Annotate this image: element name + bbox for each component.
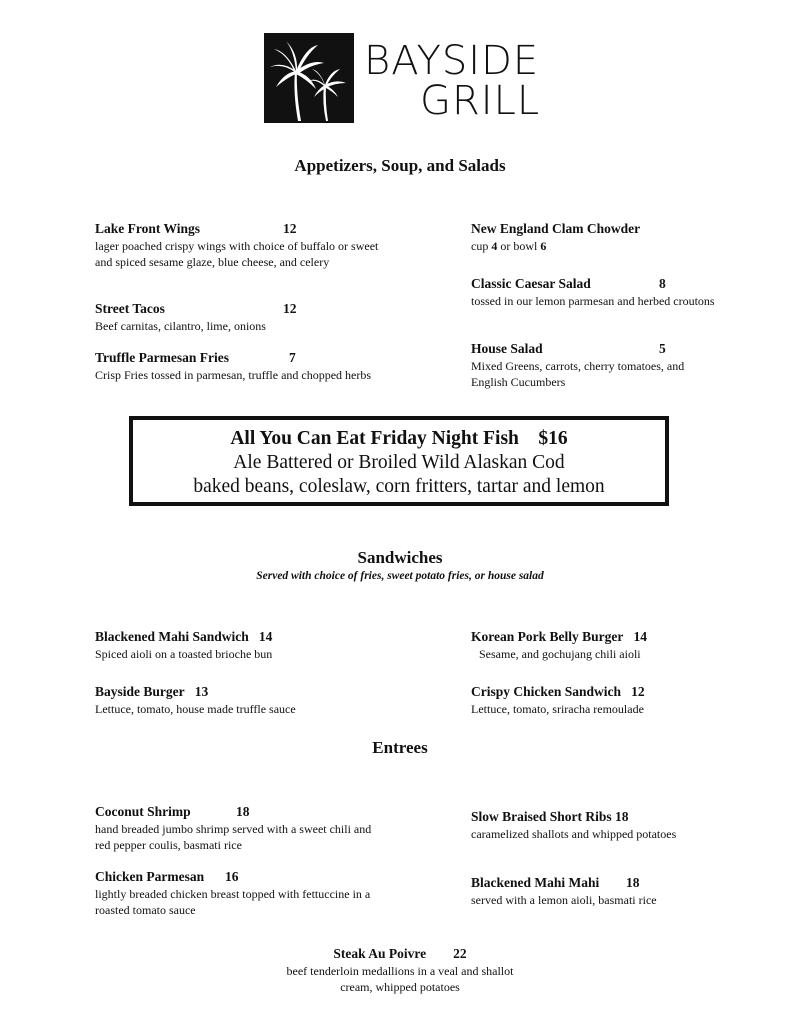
- feature-title: All You Can Eat Friday Night Fish: [230, 428, 519, 449]
- menu-item: [471, 341, 721, 390]
- menu-item: [95, 684, 395, 717]
- item-price: 18: [236, 804, 250, 819]
- menu-item: [471, 684, 721, 717]
- item-name: Coconut Shrimp: [95, 804, 191, 819]
- menu-item: [95, 804, 380, 853]
- item-description: Crisp Fries tossed in parmesan, truffle and chopped herbs: [95, 368, 372, 382]
- menu-item: [95, 350, 380, 383]
- item-name: Classic Caesar Salad: [471, 276, 591, 291]
- feature-price: $16: [538, 428, 568, 449]
- item-name: Slow Braised Short Ribs: [471, 809, 612, 824]
- item-name: Steak Au Poivre: [333, 946, 427, 961]
- menu-item: [471, 875, 721, 908]
- section-title-appetizers: Appetizers, Soup, and Salads: [294, 156, 506, 175]
- item-price: 13: [194, 684, 209, 699]
- item-name: Korean Pork Belly Burger: [471, 629, 624, 644]
- feature-sides: baked beans, coleslaw, corn fritters, tartar and lemon: [193, 476, 605, 497]
- item-price: 22: [453, 946, 467, 961]
- menu-item: [95, 221, 385, 270]
- item-description: Beef carnitas, cilantro, lime, onions: [95, 319, 266, 333]
- item-price: 14: [258, 629, 273, 644]
- item-price: 12: [283, 301, 297, 316]
- item-price: 8: [659, 276, 666, 291]
- item-name: Crispy Chicken Sandwich: [471, 684, 622, 699]
- item-price: 18: [615, 809, 629, 824]
- item-description: Lettuce, tomato, sriracha remoulade: [471, 702, 644, 716]
- item-name: Truffle Parmesan Fries: [95, 350, 229, 365]
- feature-subtitle: Ale Battered or Broiled Wild Alaskan Cod: [233, 452, 565, 473]
- menu-item: [471, 809, 721, 842]
- item-description: cup 4 or bowl 6: [471, 239, 547, 253]
- item-price: 7: [289, 350, 296, 365]
- item-description: lager poached crispy wings with choice of buffalo or sweet and spiced sesame glaze, blue cheese, and celery: [95, 239, 379, 269]
- menu-item: [471, 629, 721, 662]
- menu-item: [270, 946, 530, 995]
- brand-name-line2: GRILL: [420, 78, 541, 124]
- item-price: 12: [283, 221, 297, 236]
- item-name: Bayside Burger: [95, 684, 185, 699]
- bowl-price: 6: [540, 239, 547, 253]
- palm-trees-icon: [264, 33, 354, 123]
- item-name: Chicken Parmesan: [95, 869, 205, 884]
- item-name: Blackened Mahi Sandwich: [95, 629, 249, 644]
- item-name: New England Clam Chowder: [471, 221, 641, 236]
- item-name: Blackened Mahi Mahi: [471, 875, 600, 890]
- menu-item: [471, 276, 721, 309]
- item-name: House Salad: [471, 341, 543, 356]
- item-name: Street Tacos: [95, 301, 165, 316]
- item-price: 12: [631, 684, 645, 699]
- item-description: Mixed Greens, carrots, cherry tomatoes, and English Cucumbers: [471, 359, 685, 389]
- item-description: Sesame, and gochujang chili aioli: [479, 647, 641, 661]
- cup-price: 4: [491, 239, 498, 253]
- menu-item: [95, 301, 385, 334]
- section-title-entrees: Entrees: [372, 738, 428, 757]
- item-description: served with a lemon aioli, basmati rice: [471, 893, 657, 907]
- item-description: caramelized shallots and whipped potatoes: [471, 827, 677, 841]
- item-price: 5: [659, 341, 666, 356]
- brand-name-line1: BAYSIDE: [364, 38, 540, 84]
- item-description: Spiced aioli on a toasted brioche bun: [95, 647, 273, 661]
- item-price: 18: [626, 875, 640, 890]
- item-price: 16: [225, 869, 239, 884]
- friday-fish-feature: [129, 416, 669, 506]
- section-subtitle-sandwiches: Served with choice of fries, sweet potato fries, or house salad: [256, 570, 544, 582]
- menu-item: [95, 869, 380, 918]
- item-price: 14: [633, 629, 647, 644]
- item-description: tossed in our lemon parmesan and herbed croutons: [471, 294, 715, 308]
- item-description: lightly breaded chicken breast topped with fettuccine in a roasted tomato sauce: [95, 887, 371, 917]
- logo: [264, 33, 354, 123]
- item-description: Lettuce, tomato, house made truffle sauce: [95, 702, 296, 716]
- item-description: beef tenderloin medallions in a veal and shallot cream, whipped potatoes: [286, 964, 514, 994]
- section-title-sandwiches: Sandwiches: [357, 548, 443, 567]
- item-description: hand breaded jumbo shrimp served with a sweet chili and red pepper coulis, basmati rice: [95, 822, 372, 852]
- menu-item: [471, 221, 721, 254]
- item-name: Lake Front Wings: [95, 221, 201, 236]
- menu-item: [95, 629, 395, 662]
